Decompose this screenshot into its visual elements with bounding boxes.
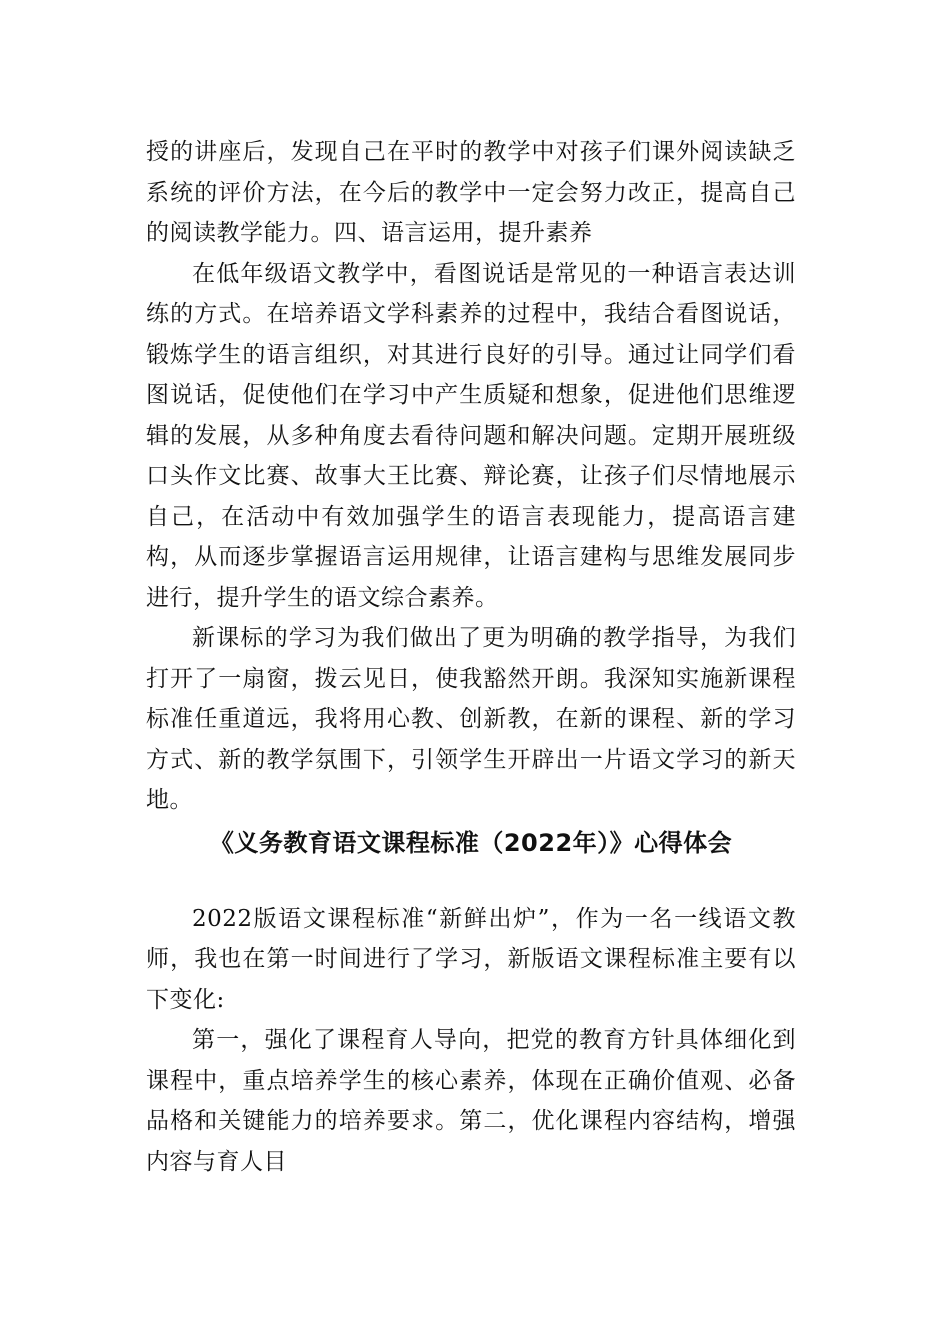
paragraph-intro: 2022版语文课程标准“新鲜出炉”，作为一名一线语文教师，我也在第一时间进行了学习，新版语文课程标准主要有以下变化:	[146, 905, 796, 1013]
paragraph-continued: 授的讲座后，发现自己在平时的教学中对孩子们课外阅读缺乏系统的评价方法，在今后的教学中一定会努力改正，提高自己的阅读教学能力。四、语言运用，提升素养	[146, 139, 796, 246]
paragraph-conclusion: 新课标的学习为我们做出了更为明确的教学指导，为我们打开了一扇窗，拨云见日，使我豁然开朗。我深知实施新课程标准任重道远，我将用心教、创新教，在新的课程、新的学习方式、新的教学氛围下，引领学生开辟出一片语文学习的新天地。	[146, 625, 796, 813]
document-body	[146, 132, 796, 1182]
paragraph-changes: 第一，强化了课程育人导向，把党的教育方针具体细化到课程中，重点培养学生的核心素养，体现在正确价值观、必备品格和关键能力的培养要求。第二，优化课程内容结构，增强内容与育人目	[146, 1027, 796, 1175]
article-title: 《义务教育语文课程标准（2022年）》心得体会	[209, 828, 733, 857]
paragraph-language-use: 在低年级语文教学中，看图说话是常见的一种语言表达训练的方式。在培养语文学科素养的过程中，我结合看图说话，锻炼学生的语言组织，对其进行良好的引导。通过让同学们看图说话，促使他们在学习中产生质疑和想象，促进他们思维逻辑的发展，从多种角度去看待问题和解决问题。定期开展班级口头作文比赛、故事大王比赛、辩论赛，让孩子们尽情地展示自己，在活动中有效加强学生的语言表现能力，提高语言建构，从而逐步掌握语言运用规律，让语言建构与思维发展同步进行，提升学生的语文综合素养。	[146, 260, 796, 611]
